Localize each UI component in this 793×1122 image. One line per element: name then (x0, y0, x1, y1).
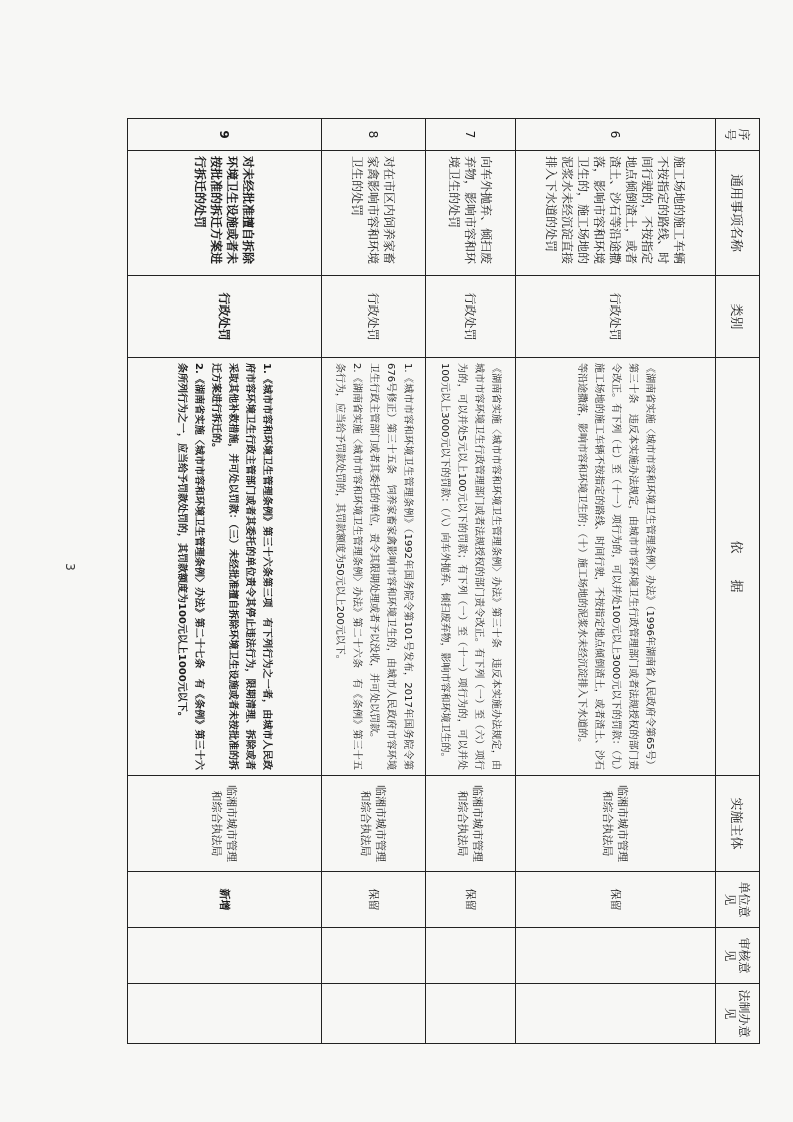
row-subject: 临湘市城市管理和综合执法局 (128, 776, 322, 872)
row-legal-opinion (516, 984, 716, 1044)
header-subject: 实施主体 (716, 776, 760, 872)
table-row (426, 119, 516, 1044)
row-seq: 8 (322, 119, 426, 151)
row-unit-opinion: 保留 (516, 872, 716, 928)
row-seq: 7 (426, 119, 516, 151)
row-category: 行政处罚 (516, 276, 716, 358)
row-unit-opinion: 保留 (426, 872, 516, 928)
table-row (128, 119, 322, 1044)
row-basis (322, 358, 426, 776)
page-number: 3 (63, 563, 77, 571)
basis-item: 1.《城市市容和环境卫生管理条例》（1992年国务院令第101号发布，2017年国务院令第676号修正）第三十五条 饲养家畜家禽影响市容和环境卫生的，由城市人民政府市容环境卫生行政主管部门或者其委托的单位，责令其限期处理或者予以没收，并可处以罚款。 (368, 363, 413, 770)
header-basis: 依 据 (716, 358, 760, 776)
row-subject: 临湘市城市管理和综合执法局 (516, 776, 716, 872)
row-unit-opinion: 新增 (128, 872, 322, 928)
matters-table (127, 118, 760, 1044)
rotated-table-container (128, 118, 760, 1043)
row-subject: 临湘市城市管理和综合执法局 (426, 776, 516, 872)
row-name: 施工场地的施工车辆不按指定的路线、时间行驶的，不按指定地点倾倒渣土，或者渣土、沙石等沿途撒落，影响市容和环境卫生的，施工场地的泥浆水未经沉淀直接排入下水道的处罚 (516, 151, 716, 276)
row-basis: 《湖南省实施〈城市市容和环境卫生管理条例〉办法》（1996年湖南省人民政府令第65号）第三十条 违反本实施办法规定，由城市市容环境卫生行政管理部门或者法规授权的部门责令改正。有下列（七）至（十一）项行为的，可以并处100元以上3000元以下的罚款：（九）施工场地的施工车辆不按指定的路线、时间行驶，不按指定地点倾倒渣土，或者渣土、沙石等沿途撒落，影响市容和环境卫生的；（十）施工场地的泥浆水未经沉淀排入下水道的。 (516, 358, 716, 776)
header-seq: 序号 (716, 119, 760, 151)
row-name: 对未经批准擅自拆除环境卫生设施或者未按批准的拆迁方案进行拆迁的处罚 (128, 151, 322, 276)
row-name: 向车外抛弃、倾扫废弃物，影响市容和环境卫生的处罚 (426, 151, 516, 276)
header-category: 类别 (716, 276, 760, 358)
table-header-row (716, 119, 760, 1044)
row-review-opinion (426, 928, 516, 984)
basis-item: 2.《湖南省实施〈城市市容和环境卫生管理条例〉办法》第二十七条 有《条例》第三十六条所列行为之一，应当给予罚款处罚的，其罚款额度为100元以上1000元以下。 (176, 363, 205, 770)
header-legal-opinion: 法制办意见 (716, 984, 760, 1044)
row-name: 对在市区内饲养家畜家禽影响市容和环境卫生的处罚 (322, 151, 426, 276)
row-legal-opinion (426, 984, 516, 1044)
table-row (516, 119, 716, 1044)
row-review-opinion (516, 928, 716, 984)
row-legal-opinion (128, 984, 322, 1044)
basis-item: 1.《城市市容和环境卫生管理条例》第三十六条第三项 有下列行为之一者，由城市人民政府市容环境卫生行政主管部门或者其委托的单位责令其停止违法行为，限期清理、拆除或者采取其他补救措施，并可处以罚款：（三）未经批准擅自拆除环境卫生设施或者未按批准的拆迁方案进行拆迁的。 (210, 363, 273, 770)
row-review-opinion (322, 928, 426, 984)
row-subject: 临湘市城市管理和综合执法局 (322, 776, 426, 872)
header-review-opinion: 审核意见 (716, 928, 760, 984)
row-unit-opinion: 保留 (322, 872, 426, 928)
row-basis (128, 358, 322, 776)
row-seq: 6 (516, 119, 716, 151)
row-category: 行政处罚 (426, 276, 516, 358)
row-legal-opinion (322, 984, 426, 1044)
row-category: 行政处罚 (128, 276, 322, 358)
row-seq: 9 (128, 119, 322, 151)
table-row (322, 119, 426, 1044)
basis-item: 2.《湖南省实施〈城市市容和环境卫生管理条例〉办法》第二十六条 有《条例》第三十五条行为，应当给予罚款处罚的，其罚款额度为50元以上200元以下。 (334, 363, 362, 770)
row-review-opinion (128, 928, 322, 984)
row-basis: 《湖南省实施〈城市市容和环境卫生管理条例〉办法》第三十条 违反本实施办法规定，由城市市容环境卫生行政管理部门或者法规授权的部门责令改正。有下列（一）至（六）项行为的，可以并处5元以上100元以下的罚款；有下列（一）至（十一）项行为的，可以并处100元以上3000元以下的罚款：（八）向车外抛弃、倾扫废弃物，影响市容和环境卫生的。 (426, 358, 516, 776)
header-unit-opinion: 单位意见 (716, 872, 760, 928)
row-category: 行政处罚 (322, 276, 426, 358)
header-name: 通用事项名称 (716, 151, 760, 276)
